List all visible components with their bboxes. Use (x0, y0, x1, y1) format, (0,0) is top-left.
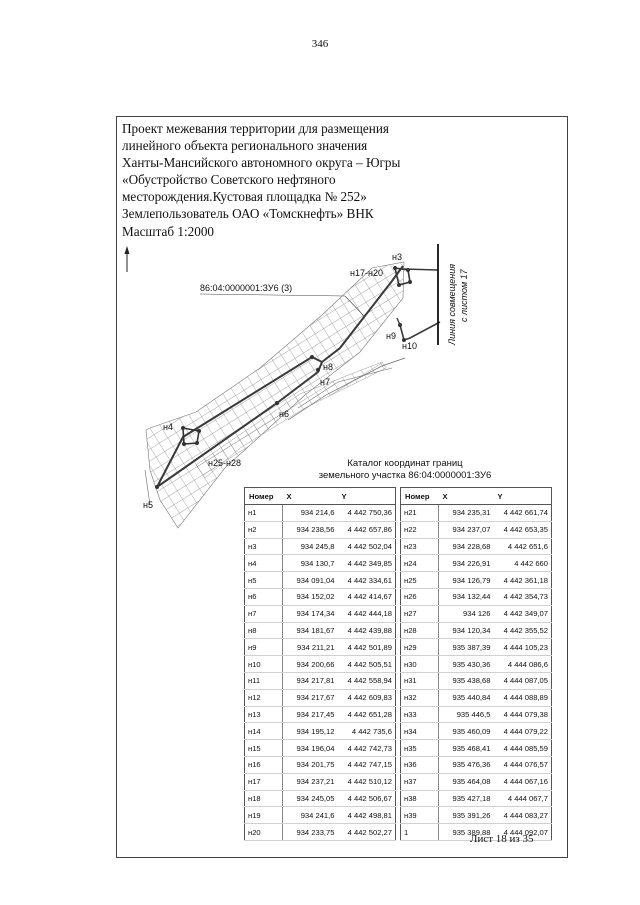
cell-x-coordinate: 935 464,08 (439, 773, 494, 790)
table-row (401, 521, 552, 538)
title-line: месторождения.Кустовая площадка № 252» (122, 189, 367, 205)
parcel-label: 86:04:0000001:ЗУ6 (3) (200, 283, 293, 293)
cell-x-coordinate: 935 387,39 (439, 639, 494, 656)
table-row (401, 790, 552, 807)
table-row (401, 656, 552, 673)
cell-x-coordinate: 934 200,66 (283, 656, 338, 673)
node-point (310, 355, 314, 359)
table-row (401, 555, 552, 572)
cell-point-number: н28 (401, 622, 439, 639)
point-label-h5: н5 (143, 500, 153, 510)
column-header-x: X (439, 488, 494, 505)
cell-y-coordinate: 4 442 361,18 (494, 572, 552, 589)
cell-point-number: н22 (401, 521, 439, 538)
cell-y-coordinate: 4 442 660 (494, 555, 552, 572)
cell-point-number: н21 (401, 505, 439, 522)
cell-x-coordinate: 935 430,36 (439, 656, 494, 673)
table-row (401, 572, 552, 589)
point-label-h6: н6 (279, 409, 289, 419)
cell-x-coordinate: 934 201,75 (283, 756, 338, 773)
page-number: 346 (311, 38, 329, 50)
cell-point-number: н13 (245, 706, 283, 723)
cell-x-coordinate: 934 196,04 (283, 740, 338, 757)
cell-y-coordinate: 4 442 742,73 (338, 740, 396, 757)
cell-point-number: н25 (401, 572, 439, 589)
table-row (245, 790, 396, 807)
cell-x-coordinate: 935 468,41 (439, 740, 494, 757)
cell-y-coordinate: 4 442 349,85 (338, 555, 396, 572)
table-row (401, 622, 552, 639)
cell-x-coordinate: 934 120,34 (439, 622, 494, 639)
cell-point-number: н24 (401, 555, 439, 572)
table-row (245, 505, 396, 522)
cell-x-coordinate: 934 228,68 (439, 538, 494, 555)
table-row (401, 706, 552, 723)
table-row (245, 723, 396, 740)
cell-x-coordinate: 934 235,31 (439, 505, 494, 522)
cell-point-number: н30 (401, 656, 439, 673)
cell-x-coordinate: 934 217,67 (283, 689, 338, 706)
cell-x-coordinate: 934 152,02 (283, 588, 338, 605)
table-row (245, 672, 396, 689)
cell-x-coordinate: 935 460,09 (439, 723, 494, 740)
cell-x-coordinate: 934 132,44 (439, 588, 494, 605)
table-row (245, 588, 396, 605)
cell-x-coordinate: 934 226,91 (439, 555, 494, 572)
cell-point-number: н14 (245, 723, 283, 740)
table-row (401, 505, 552, 522)
cell-x-coordinate: 934 217,81 (283, 672, 338, 689)
coordinate-table-left (244, 487, 396, 841)
cell-point-number: н9 (245, 639, 283, 656)
parcel-boundary-line (400, 322, 440, 340)
table-row (245, 656, 396, 673)
cell-y-coordinate: 4 442 502,27 (338, 824, 396, 841)
land-user-line: Землепользователь ОАО «Томскнефть» ВНК (122, 206, 374, 222)
cell-point-number: н7 (245, 605, 283, 622)
cell-point-number: н36 (401, 756, 439, 773)
cell-point-number: н18 (245, 790, 283, 807)
cell-y-coordinate: 4 444 105,23 (494, 639, 552, 656)
point-label-h10: н10 (402, 341, 417, 351)
cell-y-coordinate: 4 442 510,12 (338, 773, 396, 790)
table-row (245, 773, 396, 790)
cell-y-coordinate: 4 442 502,04 (338, 538, 396, 555)
table-row (245, 521, 396, 538)
table-header-row (245, 488, 396, 505)
table-row (245, 689, 396, 706)
cell-y-coordinate: 4 444 067,16 (494, 773, 552, 790)
column-header-y: Y (338, 488, 396, 505)
cell-point-number: н6 (245, 588, 283, 605)
cell-point-number: н11 (245, 672, 283, 689)
table-row (401, 689, 552, 706)
cell-point-number: н3 (245, 538, 283, 555)
cell-x-coordinate: 934 217,45 (283, 706, 338, 723)
cell-y-coordinate: 4 442 747,15 (338, 756, 396, 773)
cell-point-number: н5 (245, 572, 283, 589)
cell-y-coordinate: 4 442 354,73 (494, 588, 552, 605)
title-line: «Обустройство Советского нефтяного (122, 172, 336, 188)
table-row (245, 538, 396, 555)
table-header-row (401, 488, 552, 505)
cell-point-number: н8 (245, 622, 283, 639)
node-point (316, 368, 320, 372)
catalog-title-line: Каталог координат границ (347, 458, 463, 469)
cell-x-coordinate: 934 130,7 (283, 555, 338, 572)
title-line: линейного объекта регионального значения (122, 138, 368, 154)
cell-point-number: н35 (401, 740, 439, 757)
table-row (401, 605, 552, 622)
cell-y-coordinate: 4 442 505,51 (338, 656, 396, 673)
cell-y-coordinate: 4 444 085,59 (494, 740, 552, 757)
cell-y-coordinate: 4 442 735,6 (338, 723, 396, 740)
cell-y-coordinate: 4 444 076,57 (494, 756, 552, 773)
cell-x-coordinate: 934 245,8 (283, 538, 338, 555)
table-row (245, 824, 396, 841)
cell-y-coordinate: 4 442 651,28 (338, 706, 396, 723)
node-point (398, 323, 402, 327)
title-line: Проект межевания территории для размещения (122, 121, 389, 136)
column-header-y: Y (494, 488, 552, 505)
cell-point-number: н31 (401, 672, 439, 689)
cell-point-number: н4 (245, 555, 283, 572)
table-row (401, 807, 552, 824)
cell-x-coordinate: 934 174,34 (283, 605, 338, 622)
cell-y-coordinate: 4 442 657,86 (338, 521, 396, 538)
table-row (401, 723, 552, 740)
point-label-h25-h28: н25-н28 (208, 458, 241, 468)
cell-y-coordinate: 4 442 444,18 (338, 605, 396, 622)
cell-point-number: н20 (245, 824, 283, 841)
cell-point-number: н39 (401, 807, 439, 824)
table-row (245, 622, 396, 639)
column-header-x: X (283, 488, 338, 505)
cell-point-number: н32 (401, 689, 439, 706)
table-row (245, 605, 396, 622)
cell-point-number: н19 (245, 807, 283, 824)
cell-point-number: н2 (245, 521, 283, 538)
cell-x-coordinate: 935 440,84 (439, 689, 494, 706)
table-row (245, 740, 396, 757)
cell-y-coordinate: 4 444 083,27 (494, 807, 552, 824)
cell-y-coordinate: 4 442 349,07 (494, 605, 552, 622)
coordinate-table-right (400, 487, 552, 841)
cell-x-coordinate: 934 195,12 (283, 723, 338, 740)
cell-point-number: н17 (245, 773, 283, 790)
alignment-line-label: Линия совмещения (447, 263, 457, 345)
point-label-h7: н7 (320, 377, 330, 387)
cell-x-coordinate: 934 245,05 (283, 790, 338, 807)
catalog-title-line: земельного участка 86:04:0000001:ЗУ6 (318, 470, 492, 481)
cell-y-coordinate: 4 442 609,83 (338, 689, 396, 706)
cell-point-number: н16 (245, 756, 283, 773)
cell-x-coordinate: 934 126 (439, 605, 494, 622)
cell-y-coordinate: 4 444 079,38 (494, 706, 552, 723)
cell-y-coordinate: 4 442 558,94 (338, 672, 396, 689)
alignment-line-label: с листом 17 (459, 269, 469, 322)
column-header-number: Номер (245, 488, 283, 505)
cell-x-coordinate: 934 126,79 (439, 572, 494, 589)
cell-x-coordinate: 935 476,36 (439, 756, 494, 773)
table-row (401, 639, 552, 656)
cell-point-number: н15 (245, 740, 283, 757)
cell-y-coordinate: 4 442 750,36 (338, 505, 396, 522)
cell-y-coordinate: 4 442 651,6 (494, 538, 552, 555)
cell-y-coordinate: 4 442 355,52 (494, 622, 552, 639)
cell-y-coordinate: 4 442 498,81 (338, 807, 396, 824)
table-row (401, 588, 552, 605)
cell-point-number: н26 (401, 588, 439, 605)
cell-x-coordinate: 934 241,6 (283, 807, 338, 824)
cell-y-coordinate: 4 442 661,74 (494, 505, 552, 522)
cell-point-number: н10 (245, 656, 283, 673)
cell-point-number: н27 (401, 605, 439, 622)
node-point (275, 401, 279, 405)
point-label-h9: н9 (386, 331, 396, 341)
cell-point-number: н38 (401, 790, 439, 807)
table-row (245, 572, 396, 589)
column-header-number: Номер (401, 488, 439, 505)
table-row (401, 773, 552, 790)
cell-y-coordinate: 4 442 414,67 (338, 588, 396, 605)
cell-y-coordinate: 4 442 439,88 (338, 622, 396, 639)
cell-point-number: н34 (401, 723, 439, 740)
cell-x-coordinate: 934 233,75 (283, 824, 338, 841)
table-row (245, 706, 396, 723)
point-label-h8: н8 (323, 362, 333, 372)
cell-x-coordinate: 934 214,6 (283, 505, 338, 522)
cell-x-coordinate: 934 211,21 (283, 639, 338, 656)
cell-y-coordinate: 4 444 087,05 (494, 672, 552, 689)
cell-y-coordinate: 4 442 501,89 (338, 639, 396, 656)
cell-x-coordinate: 934 238,56 (283, 521, 338, 538)
cell-point-number: н23 (401, 538, 439, 555)
coordinate-catalog-title (300, 458, 510, 482)
cell-x-coordinate: 935 389,88 (439, 824, 494, 841)
cell-x-coordinate: 934 091,04 (283, 572, 338, 589)
node-point (155, 485, 159, 489)
cell-y-coordinate: 4 444 086,6 (494, 656, 552, 673)
cell-x-coordinate: 934 237,21 (283, 773, 338, 790)
cell-point-number: н29 (401, 639, 439, 656)
cell-x-coordinate: 935 446,5 (439, 706, 494, 723)
scale-line: Масштаб 1:2000 (122, 223, 215, 239)
cell-point-number: н37 (401, 773, 439, 790)
north-arrow-icon (125, 246, 130, 272)
cell-y-coordinate: 4 444 088,89 (494, 689, 552, 706)
cell-y-coordinate: 4 442 653,35 (494, 521, 552, 538)
sheet-counter: Лист 18 из 35 (470, 833, 534, 845)
cell-x-coordinate: 935 391,26 (439, 807, 494, 824)
cell-x-coordinate: 934 237,07 (439, 521, 494, 538)
cell-point-number: н1 (245, 505, 283, 522)
cell-point-number: н33 (401, 706, 439, 723)
table-row (245, 555, 396, 572)
cell-y-coordinate: 4 444 079,22 (494, 723, 552, 740)
cell-y-coordinate: 4 444 092,07 (494, 824, 552, 841)
cell-x-coordinate: 935 427,18 (439, 790, 494, 807)
table-row (401, 538, 552, 555)
point-label-h4: н4 (163, 422, 173, 432)
table-row (245, 807, 396, 824)
cell-y-coordinate: 4 444 067,7 (494, 790, 552, 807)
table-row (401, 756, 552, 773)
cell-y-coordinate: 4 442 506,67 (338, 790, 396, 807)
table-row (401, 740, 552, 757)
parcel-label-leader (200, 294, 345, 296)
title-line: Ханты-Мансийского автономного округа – Югры (122, 155, 401, 171)
table-row (245, 756, 396, 773)
cell-point-number: 1 (401, 824, 439, 841)
cell-y-coordinate: 4 442 334,61 (338, 572, 396, 589)
cell-x-coordinate: 934 181,67 (283, 622, 338, 639)
table-row (245, 639, 396, 656)
table-row (401, 672, 552, 689)
cell-point-number: н12 (245, 689, 283, 706)
point-label-h17-h20: н17-н20 (350, 268, 383, 278)
point-label-h3: н3 (392, 252, 402, 262)
cell-x-coordinate: 935 438,68 (439, 672, 494, 689)
